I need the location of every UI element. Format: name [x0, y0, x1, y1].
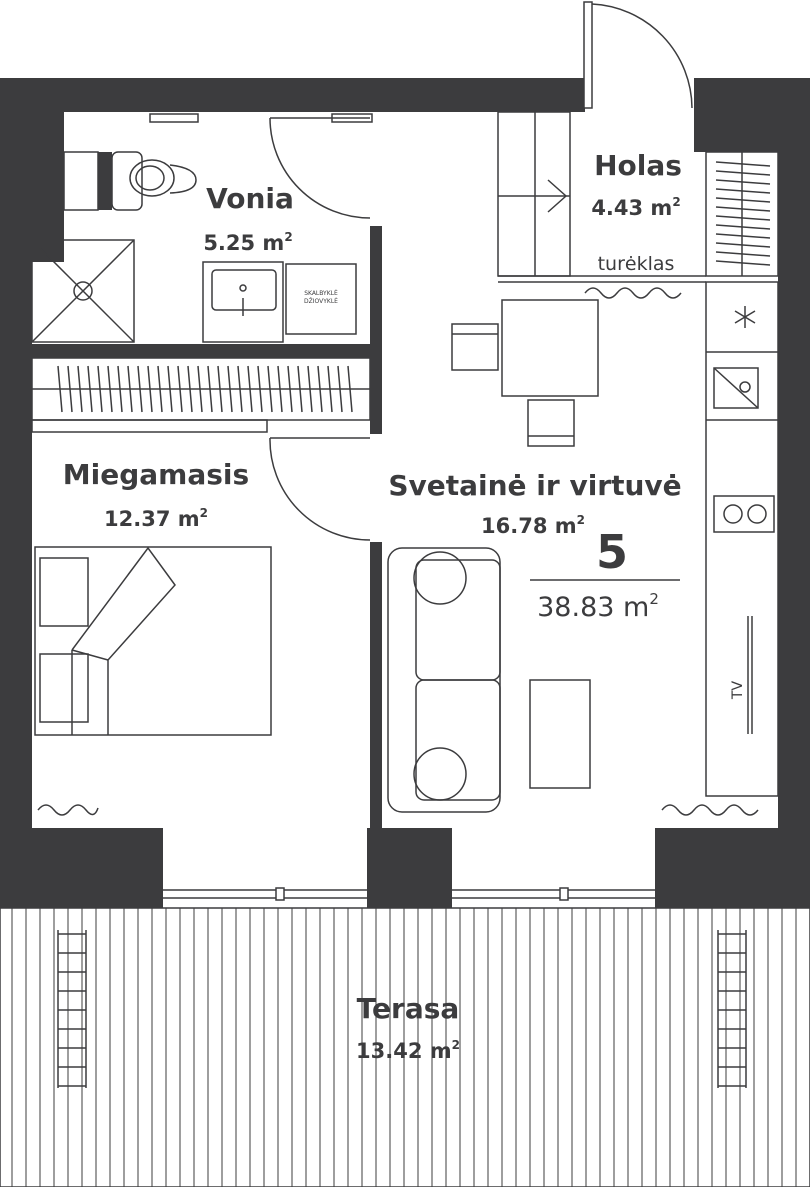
vonia-area: 5.25 m [203, 231, 285, 255]
miegamasis-name: Miegamasis [62, 458, 250, 491]
tv-label: TV [730, 680, 746, 700]
washer-label-line2: DŽIOVYKLĖ [304, 298, 338, 305]
miegamasis-area: 12.37 m [104, 507, 200, 531]
holas-area-sup: 2 [672, 195, 681, 209]
kitchen-counter [706, 282, 778, 796]
cooktop [714, 496, 774, 532]
svetaine-area: 16.78 m [481, 514, 577, 538]
toilet [112, 152, 196, 210]
apartment-number: 5 [595, 525, 629, 579]
vonia-area-sup: 2 [284, 230, 293, 244]
holas-name: Holas [594, 149, 682, 182]
total-area: 38.83 m [537, 592, 650, 623]
bedroom-wardrobe [32, 358, 370, 420]
holas-area: 4.43 m [591, 196, 673, 220]
bedroom-door [270, 438, 370, 540]
svetaine-name: Svetainė ir virtuvė [388, 469, 682, 502]
hall-closet [706, 152, 778, 276]
miegamasis-area-sup: 2 [199, 506, 208, 520]
holas-area-wrap [591, 195, 680, 220]
terasa-name: Terasa [356, 992, 460, 1025]
svetaine-area-sup: 2 [576, 513, 585, 527]
coffee-table [530, 680, 590, 788]
terasa-area: 13.42 m [356, 1039, 452, 1063]
terasa-area-wrap [356, 1038, 460, 1063]
kitchen-sink [714, 368, 758, 408]
tv-unit [748, 616, 752, 734]
fridge-snowflake-icon [735, 306, 755, 328]
vonia-area-wrap [203, 230, 292, 255]
bathroom-sink [203, 262, 283, 342]
washer-label-line1: SKALBYKLĖ [304, 290, 338, 297]
total-area-sup: 2 [649, 590, 659, 608]
dining-table [452, 300, 598, 446]
terasa-area-sup: 2 [451, 1038, 460, 1052]
miegamasis-area-wrap [104, 506, 208, 531]
shower-tray [32, 240, 134, 342]
svetaine-area-wrap [481, 513, 585, 538]
sofa-cushion-bottom [414, 748, 466, 800]
vonia-name: Vonia [206, 182, 294, 215]
washer-dryer [286, 264, 356, 334]
entrance-door [584, 2, 692, 108]
heated-towel-rail [64, 152, 112, 210]
railing-label: turėklas [597, 253, 675, 275]
total-area-wrap [537, 590, 659, 623]
bed [35, 547, 271, 735]
sofa [388, 548, 500, 812]
